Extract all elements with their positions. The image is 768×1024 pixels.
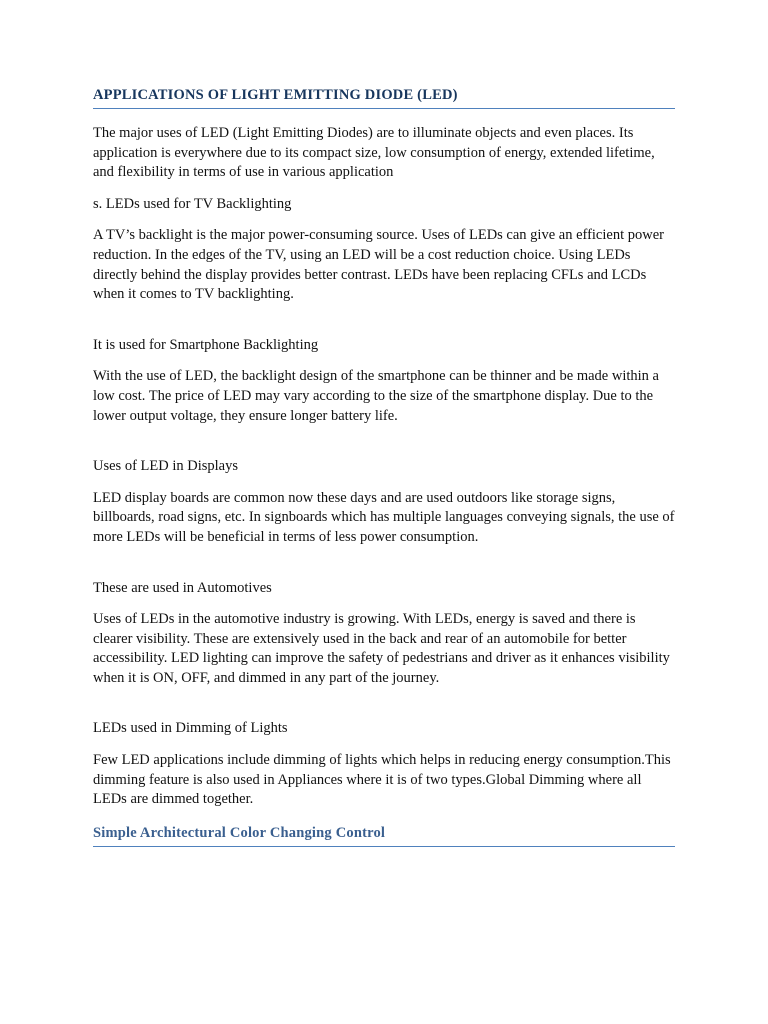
- section-heading-dimming: LEDs used in Dimming of Lights: [93, 720, 288, 737]
- section-body-dimming: Few LED applications include dimming of lights which helps in reducing energy consumption.This dimming feature is also used in Appliances where it is of two types.Global Dimming where all LEDs are dimmed together.: [93, 752, 671, 808]
- section-heading-automotives: These are used in Automotives: [93, 579, 272, 596]
- intro-paragraph: The major uses of LED (Light Emitting Diodes) are to illuminate objects and even places. Its application is everywhere due to its compact size, low consumption of energy, extended lifetime, and flexibility in terms of use in various application: [93, 125, 655, 181]
- section-heading-displays: Uses of LED in Displays: [93, 458, 238, 475]
- section-body-displays: LED display boards are common now these days and are used outdoors like storage signs, billboards, road signs, etc. In signboards which has multiple languages conveying signals, the use of more LEDs will be beneficial in terms of less power consumption.: [93, 489, 675, 545]
- page-title: APPLICATIONS OF LIGHT EMITTING DIODE (LED): [93, 87, 675, 109]
- closing-heading: Simple Architectural Color Changing Control: [93, 825, 675, 847]
- section-heading-smartphone: It is used for Smartphone Backlighting: [93, 336, 319, 353]
- section-body-automotives: Uses of LEDs in the automotive industry is growing. With LEDs, energy is saved and there is clearer visibility. These are extensively used in the back and rear of an automobile for better accessibility. LED lighting can improve the safety of pedestrians and driver as it enhances visibility when it is ON, OFF, and dimmed in any part of the journey.: [93, 611, 670, 686]
- section-body-smartphone: With the use of LED, the backlight design of the smartphone can be thinner and be made within a low cost. The price of LED may vary according to the size of the smartphone display. Due to the lower output voltage, they ensure longer battery life.: [93, 368, 659, 424]
- section-body-tv: A TV’s backlight is the major power-consuming source. Uses of LEDs can give an efficient power reduction. In the edges of the TV, using an LED will be a cost reduction choice. Using LEDs directly behind the display provides better contrast. LEDs have been replacing CFLs and LCDs when it comes to TV backlighting.: [93, 227, 664, 303]
- document-page: [93, 0, 675, 847]
- section-heading-tv: s. LEDs used for TV Backlighting: [93, 195, 292, 212]
